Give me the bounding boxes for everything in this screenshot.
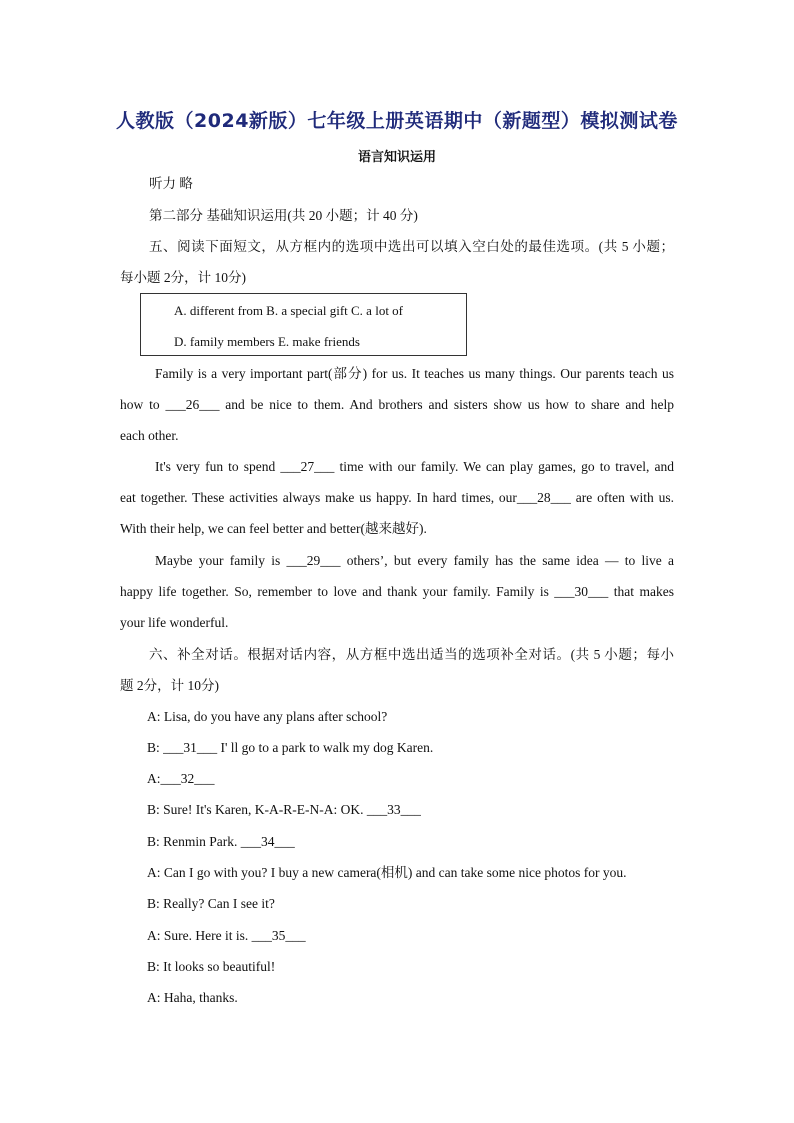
- section6-instruction: 六、补全对话。根据对话内容，从方框中选出适当的选项补全对话。(共 5 小题；每小: [149, 647, 674, 662]
- dialogue-line: B: Renmin Park. ___34___: [147, 834, 295, 849]
- document-subtitle: 语言知识运用: [357, 150, 436, 165]
- document-title: 人教版（2024新版）七年级上册英语期中（新题型）模拟测试卷: [116, 110, 678, 132]
- dialogue-line: A:___32___: [147, 771, 215, 786]
- dialogue-line: B: Sure! It's Karen, K-A-R-E-N-A: OK. ___33___: [147, 802, 421, 817]
- section5-instruction: 五、阅读下面短文，从方框内的选项中选出可以填入空白处的最佳选项。(共 5 小题；: [149, 239, 674, 254]
- options-line: A. different from B. a special gift C. a lot of: [174, 303, 404, 318]
- passage-line: happy life together. So, remember to love and thank your family. Family is ___30___ that makes: [120, 584, 674, 599]
- part1-listening: 听力 略: [149, 176, 193, 191]
- passage-line: With their help, we can feel better and better(越来越好).: [120, 521, 427, 536]
- passage-line: your life wonderful.: [120, 615, 229, 630]
- passage-line: eat together. These activities always make us happy. In hard times, our___28___ are often with us.: [120, 490, 674, 505]
- dialogue-line: B: It looks so beautiful!: [147, 959, 276, 974]
- dialogue-line: B: ___31___ I' ll go to a park to walk my dog Karen.: [147, 740, 434, 755]
- section6-instruction-cont: 题 2分，计 10分): [120, 678, 219, 693]
- passage-line: how to ___26___ and be nice to them. And brothers and sisters show us how to share and help: [120, 397, 674, 412]
- dialogue-line: A: Can I go with you? I buy a new camera(相机) and can take some nice photos for you.: [147, 865, 627, 880]
- dialogue-line: B: Really? Can I see it?: [147, 896, 275, 911]
- passage-line: It's very fun to spend ___27___ time with our family. We can play games, go to travel, and: [155, 459, 674, 474]
- dialogue-line: A: Sure. Here it is. ___35___: [147, 928, 306, 943]
- part2-heading: 第二部分 基础知识运用(共 20 小题；计 40 分): [149, 208, 418, 223]
- dialogue-line: A: Lisa, do you have any plans after school?: [147, 709, 388, 724]
- passage-line: each other.: [120, 428, 179, 443]
- passage-line: Family is a very important part(部分) for us. It teaches us many things. Our parents teach us: [155, 366, 674, 381]
- section5-instruction-cont: 每小题 2分，计 10分): [120, 270, 246, 285]
- options-box: [140, 293, 467, 356]
- passage-line: Maybe your family is ___29___ others’, but every family has the same idea — to live a: [155, 553, 674, 568]
- options-line: D. family members E. make friends: [174, 334, 360, 349]
- dialogue-line: A: Haha, thanks.: [147, 990, 238, 1005]
